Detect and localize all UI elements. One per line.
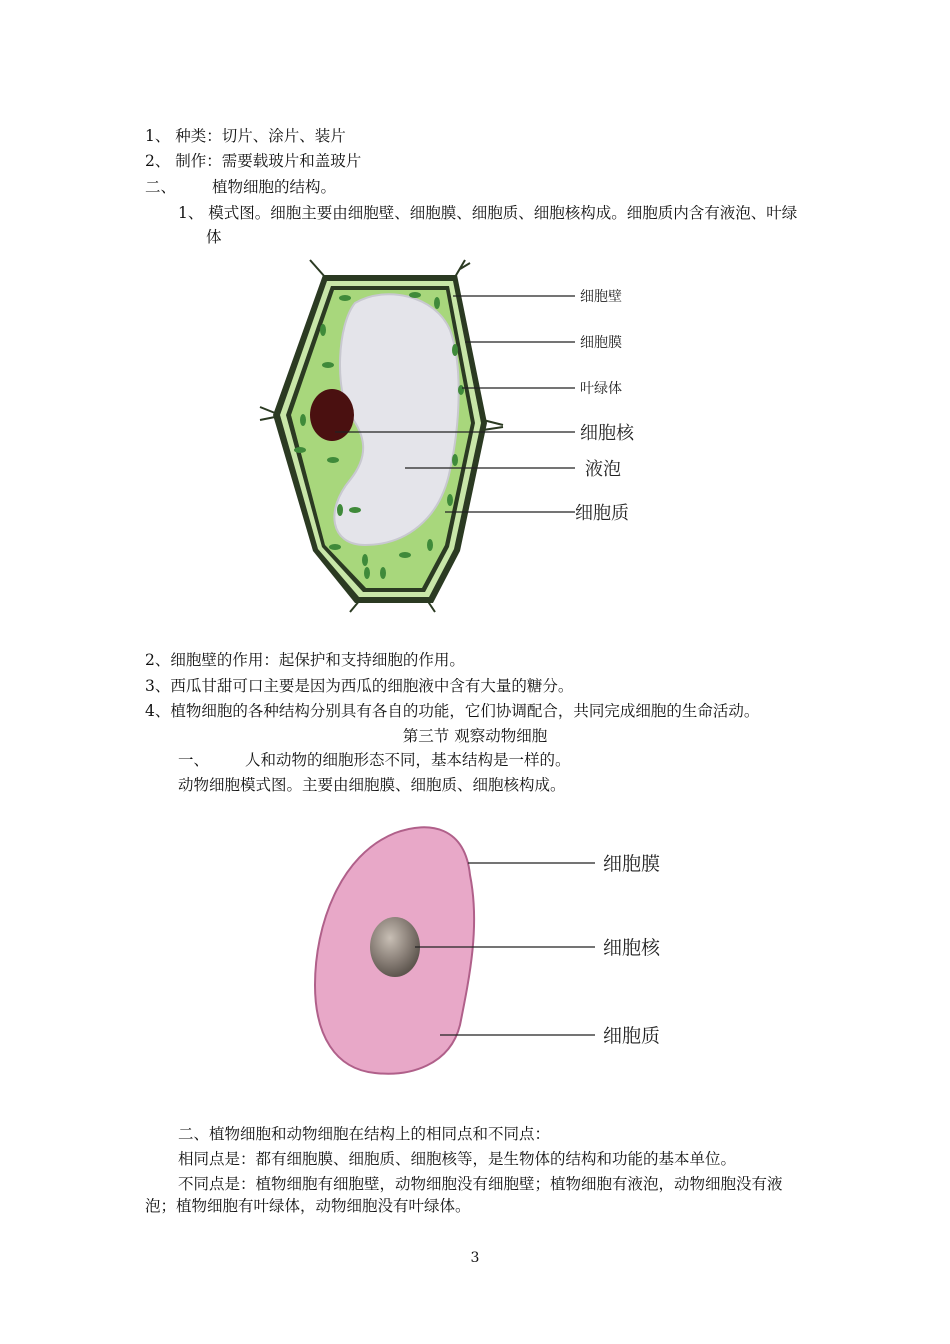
text-line: 1、 模式图。细胞主要由细胞壁、细胞膜、细胞质、细胞核构成。细胞质内含有液泡、叶绿 [178, 204, 798, 222]
text-line: 泡；植物细胞有叶绿体，动物细胞没有叶绿体。 [145, 1197, 471, 1215]
text-line: 人和动物的细胞形态不同，基本结构是一样的。 [245, 751, 571, 769]
label-cell-membrane: 细胞膜 [580, 335, 622, 351]
page-number: 3 [470, 1250, 480, 1266]
animal-cell-diagram [300, 815, 690, 1085]
label-chloroplast: 叶绿体 [580, 381, 622, 397]
text-line: 动物细胞模式图。主要由细胞膜、细胞质、细胞核构成。 [178, 776, 566, 794]
text-line: 不同点是：植物细胞有细胞壁，动物细胞没有细胞壁；植物细胞有液泡，动物细胞没有液 [178, 1175, 783, 1193]
label-nucleus: 细胞核 [603, 937, 661, 959]
text-line: 3、西瓜甘甜可口主要是因为西瓜的细胞液中含有大量的糖分。 [145, 677, 574, 695]
text-line: 2、 制作：需要载玻片和盖玻片 [145, 152, 362, 170]
label-cytoplasm: 细胞质 [575, 503, 629, 524]
label-cytoplasm: 细胞质 [603, 1025, 661, 1047]
label-vacuole: 液泡 [585, 459, 621, 480]
section-heading: 植物细胞的结构。 [212, 178, 337, 196]
text-line: 1、 种类：切片、涂片、装片 [145, 127, 346, 145]
section-title: 第三节 观察动物细胞 [402, 727, 548, 745]
section-number: 二、 [145, 178, 177, 196]
section-heading: 二、植物细胞和动物细胞在结构上的相同点和不同点： [178, 1125, 551, 1143]
label-cell-wall: 细胞壁 [580, 289, 622, 305]
label-nucleus: 细胞核 [580, 423, 634, 444]
plant-cell-diagram [255, 255, 655, 625]
section-number: 一、 [178, 751, 210, 769]
text-line: 2、细胞壁的作用：起保护和支持细胞的作用。 [145, 651, 465, 669]
text-line: 体 [206, 228, 222, 246]
text-line: 4、植物细胞的各种结构分别具有各自的功能，它们协调配合，共同完成细胞的生命活动。 [145, 702, 760, 720]
text-line: 相同点是：都有细胞膜、细胞质、细胞核等，是生物体的结构和功能的基本单位。 [178, 1150, 737, 1168]
label-cell-membrane: 细胞膜 [603, 853, 661, 875]
